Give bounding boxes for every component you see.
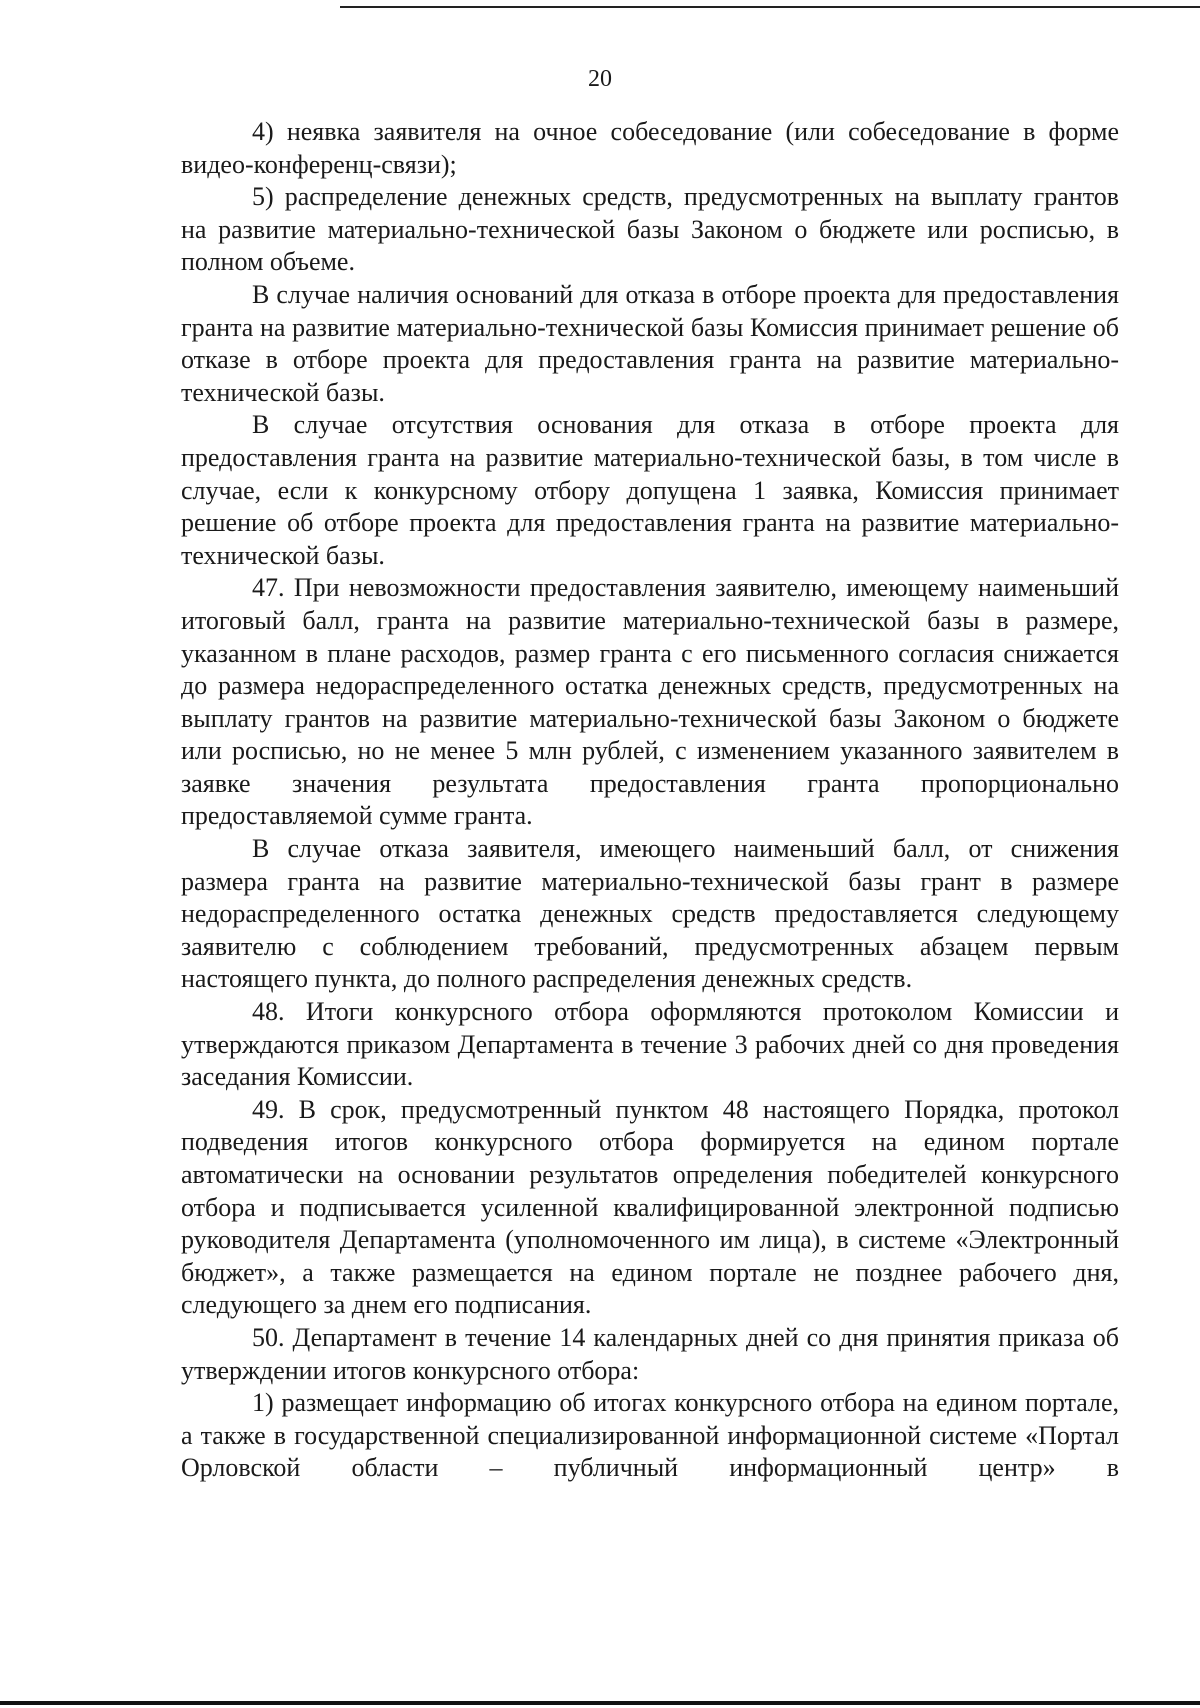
paragraph: 5) распределение денежных средств, предусмотренных на выплату грантов на развитие материально-технической базы Законом о бюджете или росписью, в полном объеме. [181,182,1119,277]
paragraph: 50. Департамент в течение 14 календарных дней со дня принятия приказа об утверждении итогов конкурсного отбора: [181,1322,1119,1385]
scan-edge-top [340,6,1200,8]
paragraph: 48. Итоги конкурсного отбора оформляются протоколом Комиссии и утверждаются приказом Департамента в течение 3 рабочих дней со дня проведения заседания Комиссии. [181,997,1119,1092]
paragraph: 49. В срок, предусмотренный пунктом 48 настоящего Порядка, протокол подведения итогов конкурсного отбора формируется на едином портале автоматически на основании результатов определения победителей конкурсного отбора и подписывается усиленной квалифицированной электронной подписью руководителя Департамента (уполномоченного им лица), в системе «Электронный бюджет», а также размещается на едином портале не позднее рабочего дня, следующего за днем его подписания. [181,1094,1119,1320]
paragraph: В случае наличия оснований для отказа в отборе проекта для предоставления гранта на развитие материально-технической базы Комиссия принимает решение об отказе в отборе проекта для предоставления гранта на развитие материально-технической базы. [181,279,1119,407]
paragraph: В случае отсутствия основания для отказа в отборе проекта для предоставления гранта на развитие материально-технической базы, в том числе в случае, если к конкурсному отбору допущена 1 заявка, Комиссия принимает решение об отборе проекта для предоставления гранта на развитие материально-технической базы. [181,410,1119,570]
page-number: 20 [588,66,612,92]
document-body [181,116,1119,1485]
paragraph: 4) неявка заявителя на очное собеседование (или собеседование в форме видео-конференц-связи); [181,117,1119,179]
paragraph-continued: 1) размещает информацию об итогах конкурсного отбора на едином портале, а также в государственной специализированной информационной системе «Портал Орловской области – публичный информационный центр» в [181,1388,1119,1483]
paragraph: В случае отказа заявителя, имеющего наименьший балл, от снижения размера гранта на развитие материально-технической базы грант в размере недораспределенного остатка денежных средств предоставляется следующему заявителю с соблюдением требований, предусмотренных абзацем первым настоящего пункта, до полного распределения денежных средств. [181,834,1119,994]
scan-edge-bottom [0,1701,1200,1705]
paragraph: 47. При невозможности предоставления заявителю, имеющему наименьший итоговый балл, гранта на развитие материально-технической базы в размере, указанном в плане расходов, размер гранта с его письменного согласия снижается до размера недораспределенного остатка денежных средств, предусмотренных на выплату грантов на развитие материально-технической базы Законом о бюджете или росписью, но не менее 5 млн рублей, с изменением указанного заявителем в заявке значения результата предоставления гранта пропорционально предоставляемой сумме гранта. [181,573,1119,831]
